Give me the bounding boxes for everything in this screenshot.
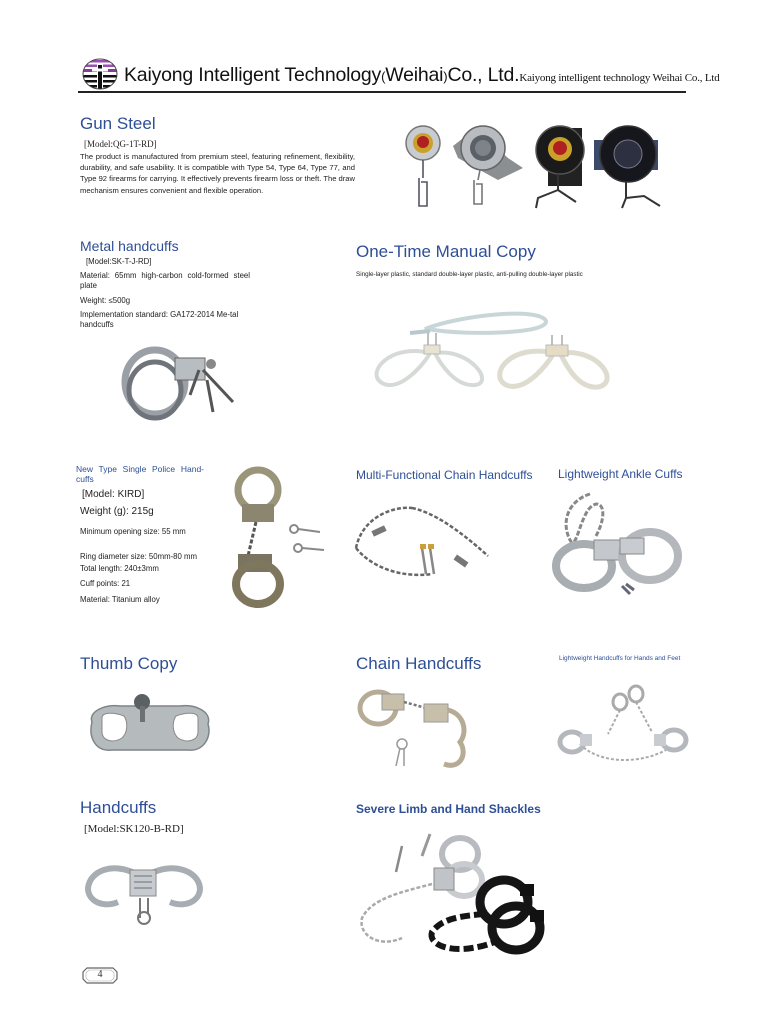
- handcuffs-title: Handcuffs: [80, 798, 157, 817]
- metal-handcuffs-standard: Implementation standard: GA172-2014 Me-tal handcuffs: [80, 310, 239, 329]
- hand-feet-cuffs-title: Lightweight Handcuffs for Hands and Feet: [559, 655, 681, 662]
- company-subtitle: Kaiyong intelligent technology Weihai Co., Ltd: [519, 72, 720, 84]
- header-divider: [78, 91, 686, 93]
- gun-steel-title: Gun Steel: [80, 114, 156, 133]
- metal-handcuffs-material: Material: 65mm high-carbon cold-formed steel plate: [80, 271, 250, 290]
- chain-handcuffs-photo: [352, 498, 492, 593]
- plastic-restraints-photo: [370, 303, 670, 395]
- police-handcuffs-material: Material: Titanium alloy: [80, 595, 160, 604]
- police-handcuffs-model: [Model: KIRD]: [82, 489, 145, 500]
- one-time-manual-copy-description: Single-layer plastic, standard double-layer plastic, anti-pulling double-layer plastic: [356, 271, 583, 278]
- chain-handcuffs-2-photo: [356, 686, 474, 772]
- police-handcuffs-photo: [228, 466, 338, 611]
- hand-feet-cuffs-photo: [556, 682, 690, 772]
- hinged-handcuffs-photo: [84, 858, 204, 940]
- thumb-cuffs-photo: [84, 692, 216, 762]
- handcuffs-model: [Model:SK120-B-RD]: [84, 823, 184, 835]
- metal-handcuffs-weight: Weight: ≤500g: [80, 296, 131, 305]
- multi-functional-chain-title: Multi-Functional Chain Handcuffs: [356, 468, 533, 482]
- police-handcuffs-min-opening: Minimum opening size: 55 mm: [80, 527, 186, 536]
- one-time-manual-copy-title: One-Time Manual Copy: [356, 242, 536, 261]
- gun-steel-description: The product is manufactured from premium steel, featuring refinement, flexibility, durability, and safe usability. It is compatible with Type 54, Type 64, Type 77, and Type 92 firearms for carrying. It effectively prevents firearm loss or theft. The draw mechanism ensures convenient and flexible operation.: [80, 152, 355, 195]
- page-header: [78, 56, 720, 94]
- police-handcuffs-title: New Type Single Police Hand-cuffs: [76, 464, 204, 484]
- gun-steel-model: [Model:QG-1T-RD]: [84, 139, 157, 149]
- page-number-badge: [82, 967, 118, 984]
- shackles-title: Severe Limb and Hand Shackles: [356, 802, 541, 816]
- company-title: Kaiyong Intelligent Technology(Weihai)Co., Ltd.Kaiyong intelligent technology Weihai Co., Ltd: [124, 64, 720, 86]
- gun-reel-holders-photo: [398, 118, 688, 210]
- lightweight-ankle-title: Lightweight Ankle Cuffs: [558, 467, 683, 481]
- thumb-copy-title: Thumb Copy: [80, 654, 178, 673]
- shackles-photo: [352, 828, 548, 958]
- police-handcuffs-weight: Weight (g): 215g: [80, 506, 154, 517]
- company-name: Kaiyong Intelligent Technology: [124, 64, 382, 86]
- globe-logo-icon: [82, 58, 118, 90]
- metal-handcuffs-model: [Model:SK-T-J-RD]: [86, 257, 152, 266]
- page-number: 4: [97, 969, 103, 980]
- metal-handcuffs-photo: [115, 340, 240, 430]
- police-handcuffs-ring-diameter: Ring diameter size: 50mm-80 mm Total length: 240±3mm: [80, 552, 197, 573]
- ankle-cuffs-photo: [550, 490, 690, 605]
- chain-handcuffs-title: Chain Handcuffs: [356, 654, 482, 673]
- police-handcuffs-cuff-points: Cuff points: 21: [80, 579, 131, 588]
- metal-handcuffs-title: Metal handcuffs: [80, 238, 179, 254]
